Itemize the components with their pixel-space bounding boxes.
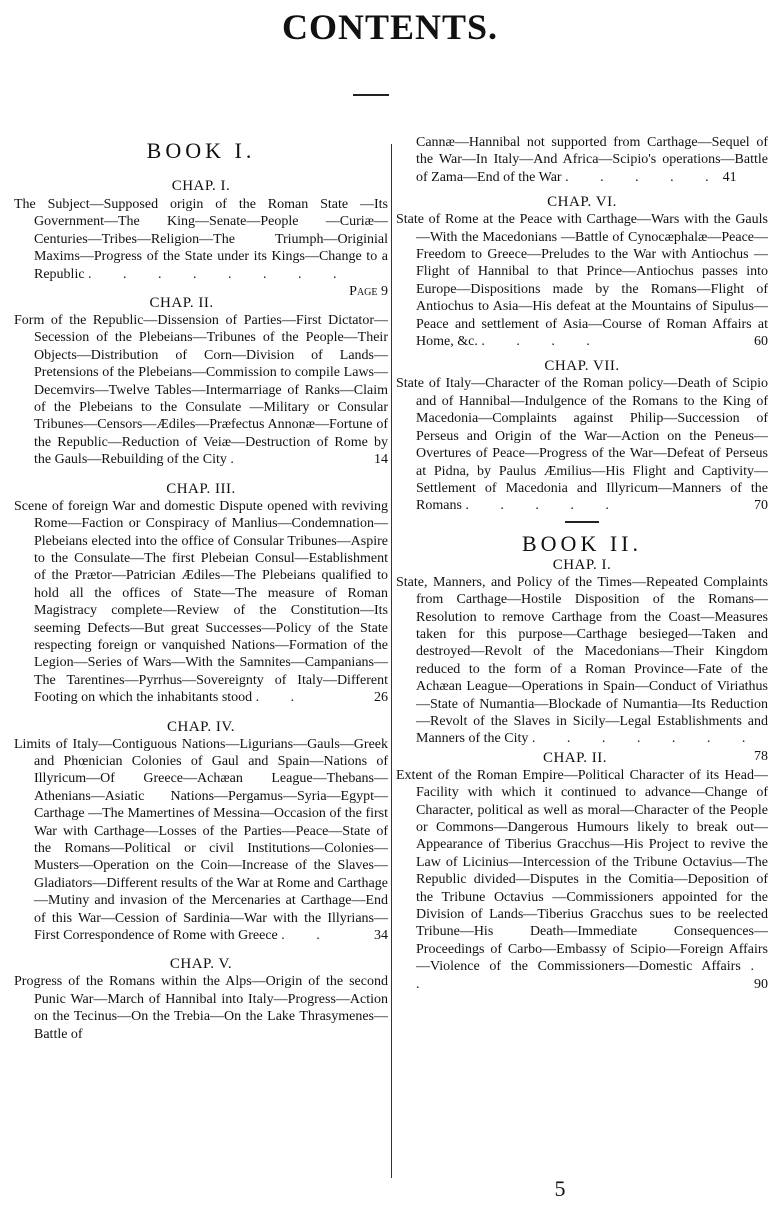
dot-leader: . . . . . [465,498,623,514]
chapter-summary [396,211,768,350]
chapter-summary [14,312,388,469]
book-1-chap-4 [14,719,388,945]
chapter-summary [396,767,768,993]
chapter-heading: CHAP. IV. [167,718,235,735]
chapter-page: 90 [754,976,768,992]
title-rule [353,94,389,96]
book-2-heading: BOOK II. [522,530,642,556]
page-title: CONTENTS. [281,7,499,47]
dot-leader: . . . . [481,334,604,350]
chapter-summary [14,498,388,707]
chapter-heading: CHAP. I. [552,556,612,573]
chapter-summary [14,196,388,300]
book-1-chap-3 [14,481,388,707]
book-2-chap-2 [396,750,768,993]
chapter-text: Extent of the Roman Empire—Political Character of its Head—Facility with which it continued to advance—Change of Character, political as well as moral—Character of the People or Commons—Dangerous Humours likely to break out—Appearance of Tiberius Gracchus—His Project to revive the Law of Licinius—Intercession of the Tribune Octavius—The Republic divided—Disputes in the Comitia—Deposition of the Tribune Octavius —Commissioners appointed for the Division of Lands—Tiberius Gracchus sues to be reelected Tribune—His Death—Immediate Consequences—Proceedings of Carbo—Embassy of Scipio—Foreign Affairs—Violence of the Commissioners—Domestic Affairs [396,767,768,975]
chapter-heading: CHAP. VI. [547,194,617,211]
chapter-text: State of Italy—Character of the Roman policy—Death of Scipio and of Hannibal—Indulgence of the Romans to the King of Macedonia—Complaints against Philip—Succession of Perseus and Origin of the War—Action on the Peneus—Overtures of Peace—Progress of the War—Defeat of Perseus at Pidna, by Paulus Æmilius—His Flight and Captivity—Settlement of Macedonia and Illyricum—Manners of the Romans [396,376,768,514]
chapter-heading: CHAP. V. [169,956,233,973]
chapter-heading: CHAP. VII. [544,358,620,375]
dot-leader: . . [416,959,768,992]
left-column [14,138,388,1043]
chapter-text: Cannæ—Hannibal not supported from Carthage—Sequel of the War—In Italy—And Africa—Scipio's operations—Battle of Zama—End of the War [416,135,768,185]
dot-leader: . . . . . . . . [88,266,351,282]
chapter-text: Form of the Republic—Dissension of Parties—First Dictator—Secession of the Plebeians—Tribunes of the People—Their Objects—Distribution of Corn—Division of Lands—Pretensions of the Plebeians—Commission to compile Laws—Decemvirs—Twelve Tables—Intermarriage of Ranks—Claim of the Plebeians to the Consulate —Military or Consular Tribunes—Censors—Ædiles—Præfectus Annonæ—Fortune of the Republic—Reduction of Veiæ—Destruction of Rome by the Gauls—Rebuilding of the City [14,313,388,468]
chapter-heading: CHAP. II. [149,295,214,312]
chapter-text: The Subject—Supposed origin of the Roman State —Its Government—The King—Senate—People —Curiæ—Centuries—Tribes—Religion—The Triumph—Originial Maxims—Progress of the State under its Kings—Change to a Republic [14,197,388,282]
dot-leader: . . [255,690,309,706]
chapter-summary-continued [396,134,768,186]
chapter-summary [14,736,388,945]
dot-leader: . . . . . . . [531,731,760,747]
dot-leader: . . [281,928,334,944]
chapter-heading: CHAP. II. [542,749,608,766]
right-column [396,134,768,993]
chapter-text: State, Manners, and Policy of the Times—Repeated Complaints from Carthage—Hostile Disposition of the Romans—Resolution to remove Carthage from the Coast—Measures taken for this purpose—Carthage besieged—Taken and destroyed—Revolt of the Macedonians—Their Kingdom reduced to the form of a Roman Province—Fate of the Achæan League—Operations in Spain—Conduct of Viriathus—State of Numantia—Blockade of Numantia—Its Reduction—Revolt of the Slaves in Sicily—Legal Establishments and Manners of the City [396,574,768,747]
chapter-page: Page 9 [349,284,388,300]
column-divider [391,144,392,1178]
chapter-page: 41 [722,169,737,185]
book-1-chap-5 [14,956,388,1043]
chapter-summary: Progress of the Romans within the Alps—Origin of the second Punic War—March of Hannibal into Italy—Progress—Action on the Tecinus—On the Trebia—On the Lake Thrasymenes—Battle of [14,974,388,1042]
dot-leader: . [230,452,248,468]
book-1-chap-1 [14,178,388,300]
chapter-page: 60 [754,334,768,350]
book-1-heading: BOOK I. [146,138,256,163]
chapter-text: Scene of foreign War and domestic Dispute opened with reviving Rome—Faction or Conspiracy of Manlius—Condemnation—Plebeians elected into the office of Consular Tribunes—Aspire to the Consulate—The first Plebeian Consul—Establishment of the Prætor—Patrician Ædiles—The Plebeians qualified to hold all the offices of State—The measure of Roman Magistracy complete—Review of the Constitution—Its seeming Defects—But great Successes—Policy of the State respecting foreign or vanquished Nations—Formation of the Legion—Series of Wars—With the Samnites—Campanians—The Tarentines—Pyrrhus—Sovereignty of Italy—Different Footing on which the inhabitants stood [14,498,388,706]
chapter-page: 34 [374,928,388,944]
book-1-chap-6 [396,194,768,350]
chapter-heading: CHAP. III. [166,480,236,497]
chapter-page: 14 [374,452,388,468]
chapter-text: Limits of Italy—Contiguous Nations—Ligurians—Gauls—Greek and Phœnician Colonies of Gaul and Spain—Nations of Illyricum—Of Greece—Achæan League—Thebans—Athenians—Asiatic Nations—Pergamus—Syria—Egypt—Carthage —The Mamertines of Messina—Occasion of the first War with Carthage—Losses of the Parties—Peace—State of the Romans—Political or civil Institutions—Colonies—Musters—Operation on the Coin—Increase of the Slaves—Gladiators—Different results of the War at Rome and Carthage—Mutiny and invasion of the Mercenaries at Carthage—End of this War—Cession of Sardinia—War with the Illyrians—First Correspondence of Rome with Greece [14,736,388,944]
book-1-chap-2 [14,295,388,469]
chapter-page: 26 [374,690,388,706]
chapter-summary [396,375,768,514]
book-rule [565,521,599,523]
chapter-page: 70 [754,498,768,514]
chapter-text: State of Rome at the Peace with Carthage—Wars with the Gauls—With the Macedonians —Battle of Cynocæphalæ—Peace—Freedom to Greece—Preludes to the War with Antiochus —Flight of Hannibal to that Prince—Antiochus passes into Europe—Dispositions made by the Romans—Flight of Antiochus to Asia—His defeat at the Mountains of Sipulus—Peace and settlement of Asia—Course of Roman Affairs at Home, &c. [396,212,768,350]
chapter-heading: CHAP. I. [171,178,231,194]
dot-leader: . . . . . [565,169,723,185]
chapter-page: 78 [754,748,768,764]
page-number: 5 [554,1176,566,1201]
book-1-chap-7 [396,358,768,514]
